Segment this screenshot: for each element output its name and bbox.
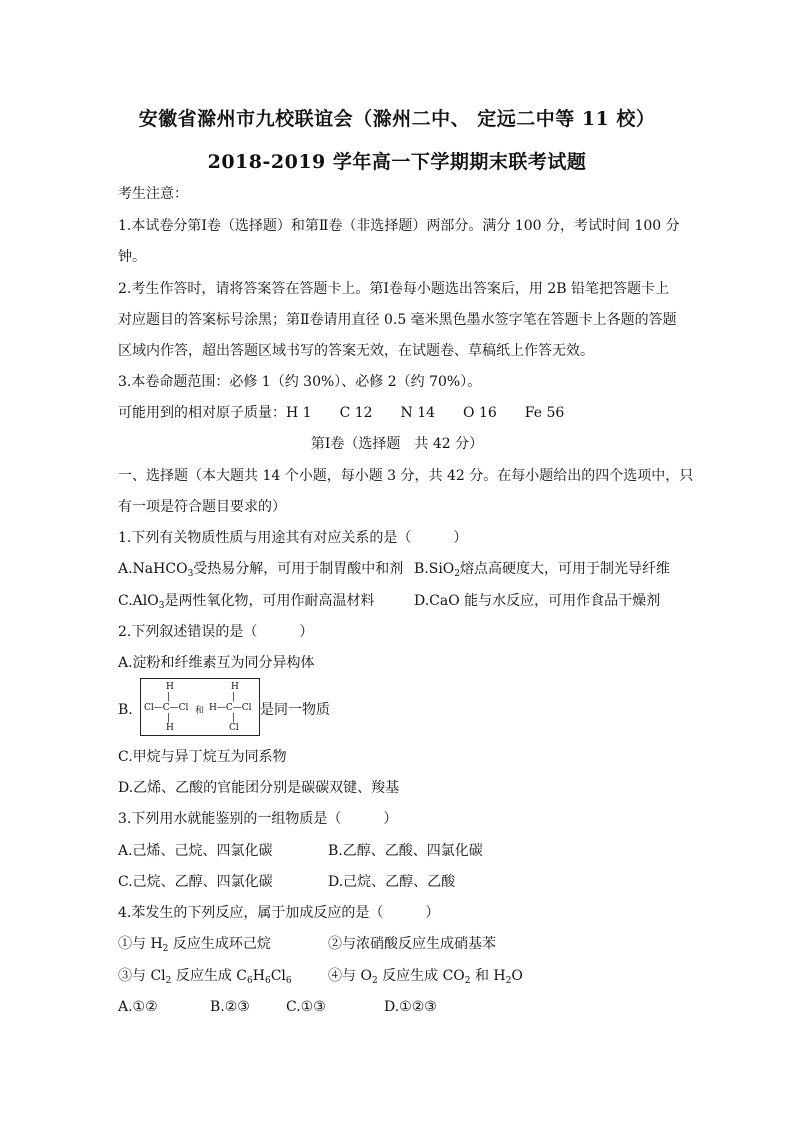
q1-stem: 1.下列有关物质性质与用途其有对应关系的是（ ） [118, 530, 468, 546]
q1-option-d: D.CaO 能与水反应，可用作食品干燥剂 [414, 593, 661, 609]
q3-option-b: B.乙醇、乙酸、四氯化碳 [328, 843, 483, 859]
exam-title-line1: 安徽省滁州市九校联谊会（滁州二中、 定远二中等 11 校） [138, 108, 656, 130]
q2-option-b-text: 是同一物质 [260, 702, 330, 718]
formula-right-chain: H—C—Cl [209, 703, 252, 713]
q4-option-d: D.①②③ [384, 999, 437, 1015]
q4-item-4: ④与 $O_2$ 反应生成 $CO_2$ 和 $H_2O$ [328, 968, 523, 986]
q4-item-1: ①与 $H_2$ 反应生成环己烷 [118, 936, 271, 954]
section1-heading: 第Ⅰ卷（选择题 共 42 分） [310, 436, 484, 452]
q3-option-a: A.己烯、己烷、四氯化碳 [118, 843, 273, 859]
notice-item-2: 2.考生作答时，请将答案答在答题卡上。第Ⅰ卷每小题选出答案后，用 2B 铅笔把答题卡上 [118, 281, 669, 297]
section1-intro-cont: 有一项是符合题目要求的） [118, 499, 286, 515]
formula-cl-bottom-right: Cl [229, 723, 239, 733]
q3-option-c: C.己烷、乙醇、四氯化碳 [118, 874, 273, 890]
exam-title-line2: 2018-2019 学年高一下学期期末联考试题 [207, 151, 587, 173]
formula-h-bottom-left: H [166, 723, 174, 733]
q2-option-b-label: B. [118, 702, 133, 718]
notice-item-2-cont2: 区域内作答，超出答题区域书写的答案无效，在试题卷、草稿纸上作答无效。 [118, 343, 594, 359]
notice-item-3: 3.本卷命题范围：必修 1（约 30%）、必修 2（约 70%）。 [118, 374, 482, 390]
structural-formula-box [140, 678, 260, 736]
q3-stem: 3.下列用水就能鉴别的一组物质是（ ） [118, 811, 398, 827]
formula-bond-bottom-left: | [167, 713, 171, 723]
q4-option-a: A.①② [118, 999, 158, 1015]
q4-stem: 4.苯发生的下列反应，属于加成反应的是（ ） [118, 905, 440, 921]
notice-item-2-cont: 对应题目的答案标号涂黑；第Ⅱ卷请用直径 0.5 毫米黑色墨水签字笔在答题卡上各题的答题 [118, 312, 677, 328]
q1-option-a: A.NaHCO$_3$受热易分解，可用于制胃酸中和剂 [118, 561, 404, 579]
q4-item-3: ③与 $Cl_2$ 反应生成 $C_6H_6Cl_6$ [118, 968, 292, 986]
notice-item-1: 1.本试卷分第Ⅰ卷（选择题）和第Ⅱ卷（非选择题）两部分。满分 100 分，考试时间 100 分 [118, 218, 680, 234]
notice-heading: 考生注意： [118, 186, 188, 202]
atomic-mass-line: 可能用到的相对原子质量：H 1 C 12 N 14 O 16 Fe 56 [118, 405, 565, 421]
formula-and: 和 [195, 706, 205, 716]
formula-bond-bottom-right: | [232, 713, 236, 723]
q3-option-d: D.己烷、乙醇、乙酸 [328, 874, 456, 890]
formula-bond-top-left: | [167, 692, 171, 702]
q1-option-c: C.AlO$_3$是两性氧化物，可用作耐高温材料 [118, 593, 375, 611]
q2-option-d: D.乙烯、乙酸的官能团分别是碳碳双键、羧基 [118, 780, 400, 796]
q2-option-c: C.甲烷与异丁烷互为同系物 [118, 749, 287, 765]
q2-stem: 2.下列叙述错误的是（ ） [118, 624, 314, 640]
formula-h-top-left: H [166, 682, 174, 692]
notice-item-1-cont: 钟。 [118, 249, 146, 265]
q4-option-c: C.①③ [286, 999, 326, 1015]
formula-h-top-right: H [231, 682, 239, 692]
q1-option-b: B.SiO$_2$熔点高硬度大，可用于制光导纤维 [414, 561, 671, 579]
formula-left-chain: Cl—C—Cl [144, 703, 189, 713]
formula-bond-top-right: | [232, 692, 236, 702]
q2-option-a: A.淀粉和纤维素互为同分异构体 [118, 655, 315, 671]
q4-item-2: ②与浓硝酸反应生成硝基苯 [328, 936, 496, 952]
q4-option-b: B.②③ [210, 999, 250, 1015]
section1-intro: 一、选择题（本大题共 14 个小题，每小题 3 分，共 42 分。在每小题给出的四个选项中，只 [118, 468, 694, 484]
